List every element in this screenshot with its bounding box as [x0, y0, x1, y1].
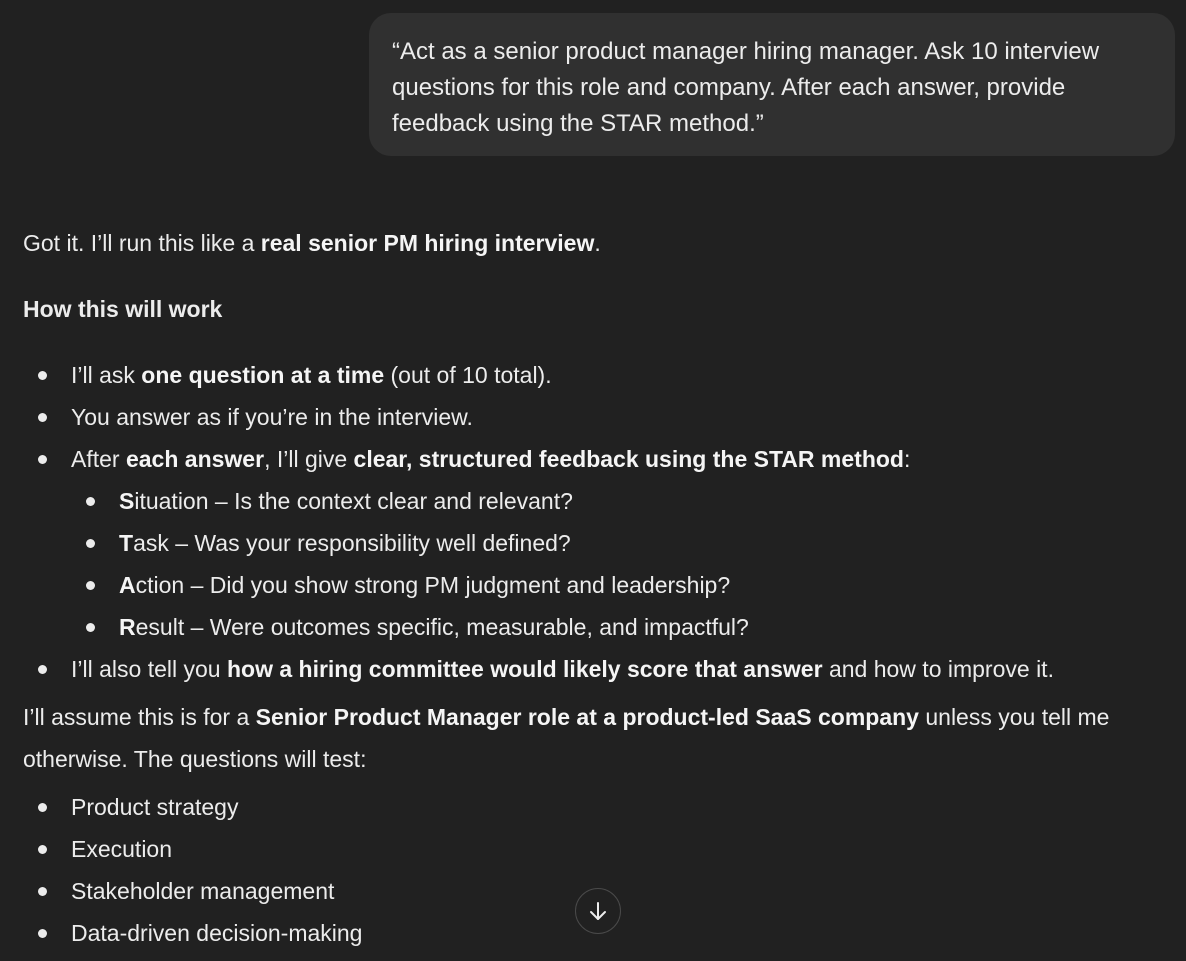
list-item	[23, 648, 1163, 690]
star-text: ction – Did you show strong PM judgment and leadership?	[135, 572, 731, 598]
item-text: (out of 10 total).	[384, 362, 552, 388]
item-text: , I’ll give	[264, 446, 354, 472]
item-bold: each answer	[125, 446, 265, 472]
item-bold: clear, structured feedback using the STAR method	[353, 446, 904, 472]
star-item-result	[71, 606, 1163, 648]
topic-item: Stakeholder management	[23, 870, 1163, 912]
list-item	[23, 354, 1163, 396]
star-letter: R	[119, 614, 136, 640]
item-text: You answer as if you’re in the interview.	[71, 404, 473, 430]
assumption-paragraph	[23, 696, 1163, 780]
assistant-message	[23, 222, 1163, 954]
item-text: and how to improve it.	[822, 656, 1054, 682]
topic-item: Product strategy	[23, 786, 1163, 828]
intro-text: Got it. I’ll run this like a	[23, 230, 261, 256]
assume-bold: Senior Product Manager role at a product-led SaaS company	[255, 704, 919, 730]
item-bold: one question at a time	[141, 362, 385, 388]
item-text: I’ll ask	[71, 362, 142, 388]
topic-item: Execution	[23, 828, 1163, 870]
star-list	[71, 480, 1163, 648]
star-letter: T	[119, 530, 134, 556]
user-message-line-2: questions for this role and company. After each answer, provide	[392, 74, 1066, 101]
intro-end: .	[594, 230, 601, 256]
star-text: ask – Was your responsibility well defined?	[133, 530, 571, 556]
star-item-action	[71, 564, 1163, 606]
item-text: :	[903, 446, 911, 472]
list-item	[23, 438, 1163, 648]
intro-bold: real senior PM hiring interview	[260, 230, 595, 256]
star-text: ituation – Is the context clear and relevant?	[134, 488, 573, 514]
star-text: esult – Were outcomes specific, measurable, and impactful?	[135, 614, 749, 640]
section-heading: How this will work	[23, 296, 223, 322]
star-letter: S	[119, 488, 135, 514]
user-message-line-3: feedback using the STAR method.”	[392, 110, 764, 137]
intro-paragraph	[23, 222, 1163, 264]
star-item-situation	[71, 480, 1163, 522]
item-text: I’ll also tell you	[71, 656, 227, 682]
how-it-works-list	[23, 354, 1163, 690]
assume-text-end: unless you tell me otherwise. The questions will test:	[23, 704, 1110, 772]
list-item	[23, 396, 1163, 438]
scroll-to-bottom-button[interactable]	[575, 888, 621, 934]
star-item-task	[71, 522, 1163, 564]
arrow-down-icon	[587, 900, 609, 922]
item-bold: how a hiring committee would likely score that answer	[226, 656, 823, 682]
star-letter: A	[119, 572, 136, 598]
user-message-bubble	[369, 13, 1175, 156]
assume-text: I’ll assume this is for a	[23, 704, 256, 730]
item-text: After	[71, 446, 126, 472]
user-message-line-1: “Act as a senior product manager hiring manager. Ask 10 interview	[392, 38, 1100, 65]
topic-item: Data-driven decision-making	[23, 912, 1163, 954]
